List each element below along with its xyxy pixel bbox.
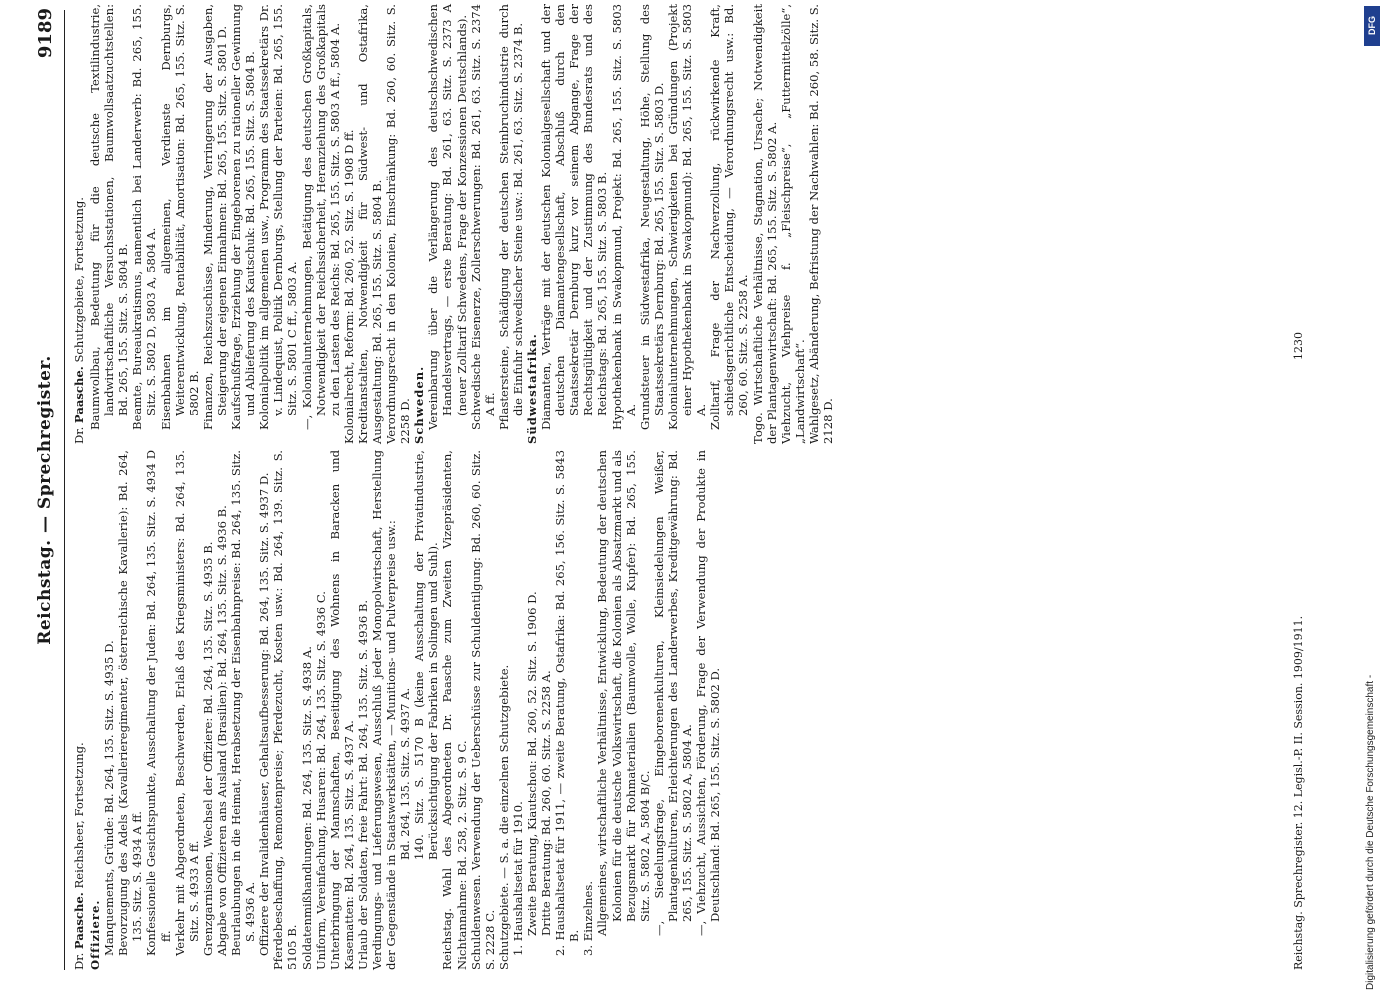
register-entry: Pflastersteine, Schädigung der deutschen Steinbruchindustrie durch die Einfuhr schwedischer Steine usw.: Bd. 261, 63. Sitz. S. 2374 B. [496, 4, 525, 430]
register-entry: Zolltarif, Frage der Nachverzollung, rückwirkende Kraft, schiedsgerichtliche Entscheidung, — Verordnungsrecht usw.: Bd. 260, 60. Sitz. S. 2258 A. [708, 4, 751, 430]
dfg-logo [1364, 6, 1380, 46]
register-entry: Soldatenmißhandlungen: Bd. 264, 135. Sitz. S. 4938 A. [299, 646, 314, 970]
entry-list [88, 4, 835, 444]
register-entry: Bevorzugung des Adels (Kavallerieregimenter, österreichische Kavallerie): Bd. 264, 135. Sitz. S. 4934 A ff. [116, 450, 145, 956]
column-topic: Schutzgebiete, Fortsetzung. [72, 197, 86, 363]
register-entry: Unterbringung der Mannschaften, Beseitigung des Wohnens in Baracken und Kasematten: Bd. 264, 135. Sitz. S. 4937 A. [327, 450, 356, 970]
register-entry: Togo. Wirtschaftliche Verhältnisse, Stagnation, Ursache; Notwendigkeit der Plantagenwirtschaft: Bd. 265, 155. Sitz. S. 5802 A. [750, 4, 779, 444]
register-entry: Baumwollbau, Bedeutung für die deutsche Textilindustrie, landwirtschaftliche Versuchsstationen, Baumwollsaatzuchtstellen: Bd. 265, 155. Sitz. S. 5804 B. [88, 4, 131, 430]
register-entry: Vereinbarung über die Verlängerung des deutschschwedischen Handelsvertrags, — erste Beratung: Bd. 261, 63. Sitz. S. 2373 A (neuer Zolltarif Schwedens, Frage der Konzessionen Deutschlands). [426, 4, 469, 430]
register-entry: Grundsteuer in Südwestafrika, Neugestaltung, Höhe, Stellung des Staatssekretärs Dernburg: Bd. 265, 155. Sitz. S. 5803 D. [637, 4, 666, 430]
register-entry: Beamte, Bureaukratismus, namentlich bei Landerwerb: Bd. 265, 155. Sitz. S. 5802 D, 5803 A, 5804 A. [130, 4, 159, 430]
register-entry: Verdingungs- und Lieferungswesen, Ausschluß jeder Monopolwirtschaft, Herstellung der Gegenstände in Staatswerkstätten, — Munitions- und Pulverpreise usw.: [369, 450, 399, 970]
register-entry: —, Siedelungsfrage, Eingeborenenkulturen, Kleinsiedelungen Weißer, Plantagenkulturen, Erleichterungen des Landerwerbes, Kreditgewährung: Bd. 265, 155. Sitz. S. 5802 A, 5804 A. [651, 450, 695, 936]
register-entry: Viehzucht, Viehpreise f. „Fleischpreise“, „Futtermittelzölle“, „Landwirtschaft“. [778, 4, 807, 444]
left-column [72, 450, 722, 970]
register-entry: Finanzen, Reichszuschüsse, Minderung, Verringerung der Ausgaben, Steigerung der eigenen Einnahmen: Bd. 265, 155. Sitz. S. 5801 D. [200, 4, 229, 430]
running-header [35, 0, 63, 1000]
register-entry: Kolonialpolitik im allgemeinen usw., Programm des Staatssekretärs Dr. v. Lindequist, Politik Dernburgs, Stellung der Parteien: Bd. 265, 155. Sitz. S. 5801 C ff., 5803 A. [257, 4, 300, 430]
page-title: Reichstag. — Sprechregister. [35, 355, 55, 645]
register-entry: Verordnungsrecht in den Kolonien, Einschränkung: Bd. 260, 60. Sitz. S. 2258 D. [384, 4, 413, 444]
speaker-name: Paasche. [72, 892, 86, 950]
register-entry: —, Viehzucht, Aussichten, Förderung, Frage der Verwendung der Produkte in Deutschland: Bd. 265, 155. Sitz. S. 5802 D. [694, 450, 723, 936]
column-topic: Reichsheer, Fortsetzung. [72, 742, 86, 889]
register-entry: Kaufschußfrage, Erziehung der Eingeborenen zu rationeller Gewinnung und Ablieferung des Kautschuk: Bd. 265, 155. Sitz. S. 5804 B. [229, 4, 258, 430]
register-entry: Grenzgarnisonen, Wechsel der Offiziere: Bd. 264, 135. Sitz. S. 4935 B. [200, 541, 215, 956]
register-entry: Allgemeines, wirtschaftliche Verhältnisse, Entwicklung, Bedeutung der deutschen Kolonien für die deutsche Volkswirtschaft, die Kolonien als Absatzmarkt und als Bezugsmarkt für Rohmaterialien (Baumwolle, Wolle, Kupfer): Bd. 265, 155. Sitz. S. 5802 A, 5804 B/C. [595, 450, 652, 936]
register-entry: Hypothekenbank in Swakopmund, Projekt: Bd. 265, 155. Sitz. S. 5803 A. [609, 4, 638, 430]
register-entry: 140. Sitz. S. 5170 B (keine Ausschaltung der Privatindustrie, Berücksichtigung der Fabriken in Solingen und Suhl). [412, 450, 441, 860]
register-entry: Urlaub der Soldaten, freie Fahrt: Bd. 264, 135. Sitz. S. 4936 B. [355, 599, 370, 970]
register-entry: Diamanten, Verträge mit der deutschen Kolonialgesellschaft und der deutschen Diamantengesellschaft, Abschluß durch den Staatssekretär Dernburg kurz vor seinem Abgange, Frage der Rechtsgültigkeit und der Zustimmung des Bundesrats und des Reichstags: Bd. 265, 155. Sitz. S. 5803 B. [539, 4, 610, 430]
digitization-note: Digitalisierung gefördert durch die Deutsche Forschungsgemeinschaft - [1365, 674, 1376, 990]
section-heading: Schweden. [412, 365, 427, 444]
register-entry: Kreditanstalten, Notwendigkeit für Südwest- und Ostafrika, Ausgestaltung: Bd. 265, 155. Sitz. S. 5804 B. [355, 4, 384, 444]
right-column [72, 4, 835, 444]
header-divider [64, 10, 65, 970]
register-entry: 2. Haushaltsetat für 1911, — zweite Beratung, Ostafrika: Bd. 265, 156. Sitz. S. 5843 B. [553, 450, 582, 956]
register-entry: Pferdebeschaffung, Remontenpreise; Pferdezucht, Kosten usw.: Bd. 264, 139. Sitz. S. 5105 B. [271, 450, 300, 970]
column-head-prefix: Dr. [72, 952, 86, 970]
register-entry: 1. Haushaltsetat für 1910. [510, 801, 525, 956]
column-head [72, 4, 86, 444]
register-entry: Verkehr mit Abgeordneten, Beschwerden, Erlaß des Kriegsministers: Bd. 264, 135. Sitz. S. 4933 A ff. [172, 450, 201, 956]
footer-number: 1230 [1292, 332, 1305, 360]
register-entry: Reichstag. Wahl des Abgeordneten Dr. Paasche zum Zweiten Vizepräsidenten, Nichtannahme: Bd. 258, 2. Sitz. S. 9 C. [440, 450, 469, 970]
register-entry: Konfessionelle Gesichtspunkte, Ausschaltung der Juden: Bd. 264, 135. Sitz. S. 4934 D ff. [144, 450, 173, 956]
column-head [72, 450, 86, 970]
register-entry: Kolonialrecht, Reform: Bd. 260, 52. Sitz. S. 1908 D ff. [341, 129, 356, 444]
column-head-prefix: Dr. [72, 426, 86, 444]
register-entry: Zweite Beratung, Kiautschou: Bd. 260, 52. Sitz. S. 1906 D. [525, 591, 539, 936]
page-number: 9189 [35, 8, 56, 59]
register-entry: Wahlgesetz, Abänderung, Befristung der Nachwahlen: Bd. 260, 58. Sitz. S. 2128 D. [806, 4, 835, 444]
register-entry: Dritte Beratung: Bd. 260, 60. Sitz. S. 2258 A. [539, 670, 554, 936]
register-entry: Beurlaubungen in die Heimat, Herabsetzung der Eisenbahnpreise: Bd. 264, 135. Sitz. S. 4936 A. [229, 450, 258, 956]
register-entry: Schwedische Eisenerze, Zollerschwerungen: Bd. 261, 63. Sitz. S. 2374 A ff. [468, 4, 497, 430]
section-heading: Südwestafrika. [525, 333, 539, 444]
register-entry: Eisenbahnen im allgemeinen, Verdienste Dernburgs, Weiterentwicklung, Rentabilität, Amortisation: Bd. 265, 155. Sitz. S. 5802 B. [158, 4, 201, 430]
entry-list [88, 450, 722, 970]
footer-imprint: Reichstag. Sprechregister. 12. Legisl.-P. II. Session. 1909/1911. [1292, 615, 1305, 970]
register-entry: Offiziere der Invalidenhäuser, Gehaltsaufbesserung: Bd. 264, 135. Sitz. S. 4937 D. [257, 472, 272, 956]
register-entry: 3. Einzelnes. [581, 880, 596, 956]
register-entry: Schutzgebiete. — S. a. die einzelnen Schutzgebiete. [496, 664, 511, 970]
register-entry: Abgabe von Offizieren ans Ausland (Brasilien): Bd. 264, 135. Sitz. S. 4936 B. [214, 505, 229, 956]
register-entry: —, Kolonialunternehmungen, Betätigung des deutschen Großkapitals, Notwendigkeit der Reichssicherheit, Heranziehung des Großkapitals zu den Lasten des Reichs: Bd. 265, 155. Sitz. S. 5803 A ff., 5804 A. [299, 4, 342, 430]
dfg-logo-text: DFG [1367, 16, 1377, 36]
register-entry: Kolonialunternehmungen, Schwierigkeiten bei Gründungen (Projekt einer Hypothekenbank in Swakopmund): Bd. 265, 155. Sitz. S. 5803 A. [665, 4, 709, 430]
register-entry: Uniform, Vereinfachung, Husaren: Bd. 264, 135. Sitz. S. 4936 C. [313, 591, 328, 970]
speaker-name: Paasche. [72, 366, 86, 424]
register-entry: Schuldenwesen. Verwendung der Ueberschüsse zur Schuldentilgung: Bd. 260, 60. Sitz. S. 2228 C. [468, 450, 497, 970]
section-heading: Offiziere. [88, 899, 103, 970]
register-entry: Bd. 264, 135. Sitz. S. 4937 A. [398, 687, 413, 860]
register-entry: Manquements, Gründe: Bd. 264, 135. Sitz. S. 4935 D. [102, 640, 117, 956]
